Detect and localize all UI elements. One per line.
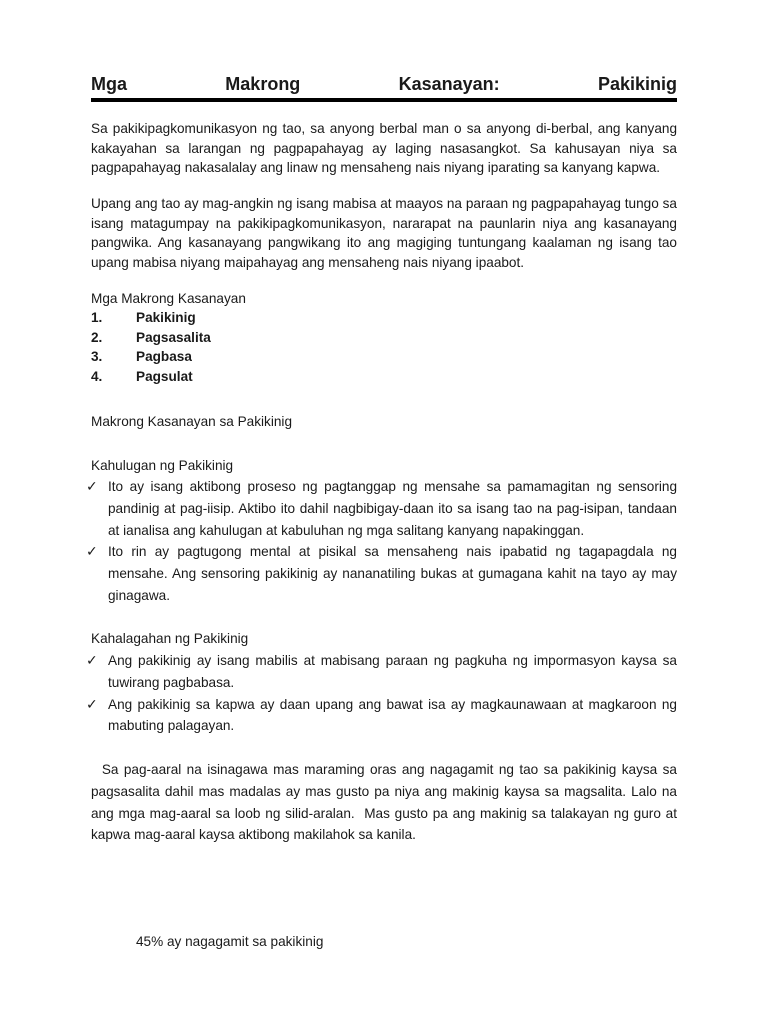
checkmark-icon: ✓: [86, 695, 98, 712]
list-number: 2.: [91, 329, 103, 345]
intro-paragraph-2: Upang ang tao ay mag-angkin ng isang mabisa at maayos na paraan ng pagpapahayag tungo sa isang matagumpay na pakikipagkomunikasyon, nararapat na paunlarin niya ang kasanayang pangwika. Ang kasanayang pangwikang ito ang magiging tuntungang kaalaman ng isang tao upang mabisa niyang maipahayag ang mensaheng nais niyang ipaabot.: [91, 196, 677, 270]
list-item: [86, 541, 677, 606]
closing-paragraph: Sa pag-aaral na isinagawa mas maraming oras ang nagagamit ng tao sa pakikinig kaysa sa pagsasalita dahil mas madalas ay mas gusto pa niya ang makinig kaysa sa magsalita. Lalo na ang mga mag-aaral sa loob ng silid-aralan. Mas gusto pa ang makinig sa talakayan ng guro at kapwa mag-aaral kaysa aktibong makilahok sa kanila.: [91, 762, 681, 843]
checkmark-icon: ✓: [86, 652, 98, 668]
section-heading: Makrong Kasanayan sa Pakikinig: [91, 414, 292, 429]
kahulugan-heading: Kahulugan ng Pakikinig: [91, 458, 234, 473]
list-label: Pagbasa: [136, 349, 192, 364]
list-text: Ang pakikinig ay isang mabilis at mabisang paraan ng pagkuha ng impormasyon kaysa sa tuwirang pagbabasa.: [108, 653, 677, 690]
page-title: [91, 72, 677, 96]
list-number: 3.: [91, 349, 103, 364]
title-word: Kasanayan:: [398, 74, 500, 94]
chart-caption: 45% ay nagagamit sa pakikinig: [136, 934, 324, 949]
list-item: [86, 650, 677, 694]
kahalagahan-heading: Kahalagahan ng Pakikinig: [91, 631, 249, 646]
macro-skills-list: [91, 308, 211, 386]
list-item: [91, 367, 211, 387]
list-item: [86, 694, 677, 738]
kahalagahan-list: [86, 650, 677, 737]
list-item: [86, 476, 677, 541]
list-label: Pagsulat: [136, 368, 193, 384]
title-word: Makrong: [225, 74, 301, 94]
checkmark-icon: ✓: [86, 543, 98, 560]
list-label: Pagsasalita: [136, 329, 211, 345]
list-text: Ito ay isang aktibong proseso ng pagtanggap ng mensahe sa pamamagitan ng sensoring pandinig at pag-iisip. Aktibo ito dahil nagbibigay-daan ito sa isang tao na pag-isipan, tandaan at ianalisa ang kahulugan at kabuluhan ng mga salitang kanyang napakinggan.: [108, 479, 677, 538]
list-item: [91, 308, 211, 328]
list-number: 4.: [91, 368, 103, 384]
list-text: Ang pakikinig sa kapwa ay daan upang ang bawat isa ay magkaunawaan at magkaroon ng mabuting palagayan.: [108, 696, 677, 734]
list-item: [91, 328, 211, 348]
list-label: Pakikinig: [136, 310, 196, 325]
list-text: Ito rin ay pagtugong mental at pisikal sa mensaheng nais ipabatid ng tagapagdala ng mensahe. Ang sensoring pakikinig ay nananatiling bukas at gumagana kahit na tayo ay may ginagawa.: [108, 544, 677, 603]
title-word: Mga: [91, 74, 127, 94]
list-item: [91, 347, 211, 367]
title-word: Pakikinig: [597, 74, 677, 94]
intro-paragraph-1: Sa pakikipagkomunikasyon ng tao, sa anyong berbal man o sa anyong di-berbal, ang kanyang kakayahan sa larangan ng pagpapahayag ay laging nasasangkot. Sa kahusayan niya sa pagpapahayag nakasalalay ang linaw ng mensaheng nais niyang iparating sa kanyang kapwa.: [91, 121, 677, 175]
title-underline: [91, 98, 677, 102]
list-number: 1.: [91, 310, 103, 325]
checkmark-icon: ✓: [86, 478, 98, 494]
macro-skills-heading: Mga Makrong Kasanayan: [91, 291, 246, 306]
kahulugan-list: [86, 476, 677, 607]
